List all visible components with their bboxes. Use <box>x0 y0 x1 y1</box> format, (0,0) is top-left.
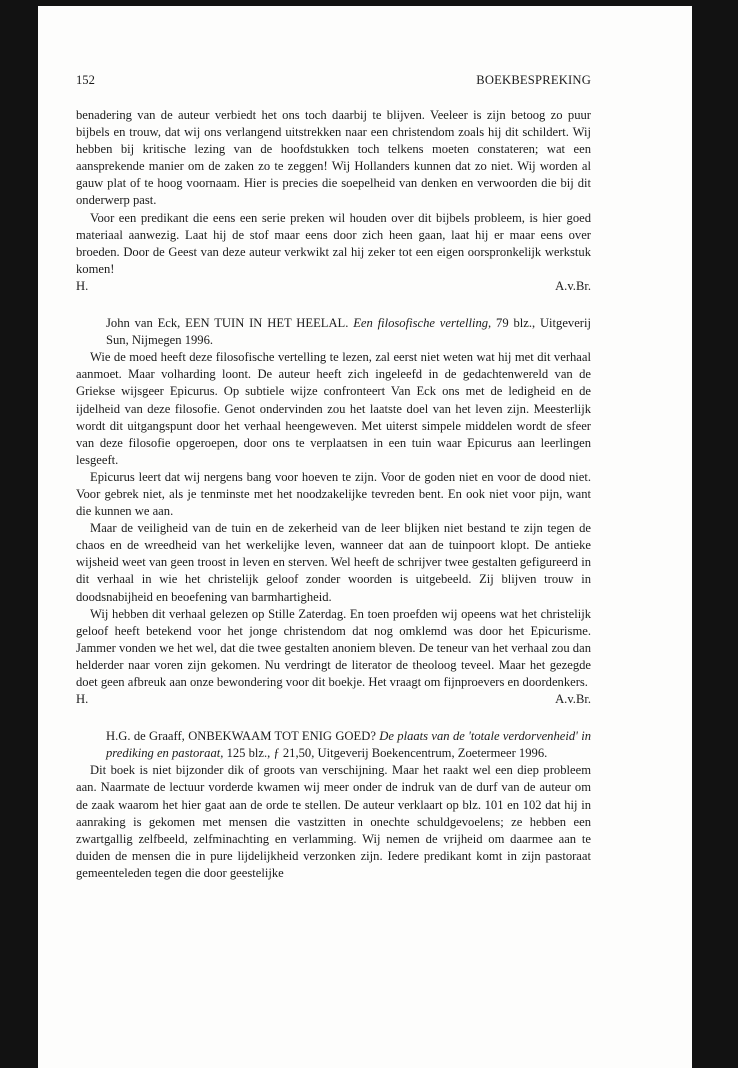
signature-line <box>76 691 591 708</box>
book-subtitle: Een filosofische vertelling, <box>353 316 492 331</box>
bibliographic-entry <box>76 728 591 762</box>
book-author: H.G. de Graaff, <box>106 729 189 744</box>
paragraph: Dit boek is niet bijzonder dik of groots van verschijning. Maar het raakt wel een diep probleem aan. Naarmate de lectuur vorderde kwamen wij meer onder de indruk van de durf van de auteur om de zaak waarom het hier gaat aan de orde te stellen. De auteur verklaart op blz. 101 en 102 dat hij in aanraking is gekomen met mensen die vastzitten in onechte schuldgevoelens; ze hebben een zwartgallig zelfbeeld, zelfminachting en verlamming. Wij nemen de vrijheid om daarmee aan te duiden de mensen die in pure lijdelijkheid verzonken zijn. Iedere predikant komt in zijn pastoraat gemeenteleden tegen die door geestelijke <box>76 763 591 880</box>
reviewer-signature: A.v.Br. <box>555 692 591 707</box>
page-number: 152 <box>76 73 95 87</box>
book-title: EEN TUIN IN HET HEELAL. <box>185 316 354 331</box>
bibliographic-entry <box>76 315 591 349</box>
review-eck <box>76 315 591 708</box>
paragraph: Maar de veiligheid van de tuin en de zekerheid van de leer blijken niet bestand te zijn tegen de chaos en de wreedheid van het werkelijke leven, wanneer dat aan de tuinpoort klopt. De antieke wijsheid weet van geen troost in leven en sterven. Wel heeft de schrijver twee gestalten gefigureerd in dit verhaal in wie het christelijk geloof zonder woorden is uitgebeeld. Zij blijven trouw in doodsnabijheid en beoefening van barmhartigheid. <box>76 521 591 604</box>
review-graaff <box>76 728 591 882</box>
section-title: BOEKBESPREKING <box>476 73 591 87</box>
paragraph: benadering van de auteur verbiedt het ons toch daarbij te blijven. Veeleer is zijn betoog zo puur bijbels en trouw, dat wij ons verlangend uitstrekken naar een christendom zoals hij dit schildert. Wij hebben bij kritische lezing van de hoofdstukken toch telkens moeten constateren; wat een aansprekende manier om de zaken zo te zeggen! Wij Hollanders kunnen dat zo niet. Wij worden al gauw plat of te hoog voornaam. Hier is precies die soepelheid van denken en verwoorden die bij dit onderwerp past. <box>76 108 591 208</box>
scan-border <box>692 6 738 1068</box>
paragraph: Epicurus leert dat wij nergens bang voor hoeven te zijn. Voor de goden niet en voor de dood niet. Voor gebrek niet, als je tenminste met het noodzakelijke tevreden bent. En ook niet voor pijn, want die kunnen we aan. <box>76 469 591 519</box>
paragraph: Wie de moed heeft deze filosofische vertelling te lezen, zal eerst niet weten wat hij met dit verhaal aanmoet. Maar volharding loont. De auteur heeft zich ingeleefd in de gedachtenwereld van de Griekse wijsgeer Epicurus. Op subtiele wijze confronteert Van Eck ons met de ledigheid en de ijdelheid van deze filosofie. Genot ondervinden zou het laatste doel van het leven zijn. Meesterlijk wordt dit uitgangspunt door het verhaal heengeweven. Met uiterst simpele middelen wordt de sfeer van deze filosofie opgeroepen, door ons te verplaatsen in een tuin waar Epicurus aan leerlingen lesgeeft. <box>76 350 591 467</box>
book-author: John van Eck, <box>106 316 186 331</box>
reviewer-signature: A.v.Br. <box>555 278 591 293</box>
signature-line <box>76 278 591 295</box>
signature-initial: H. <box>76 278 89 293</box>
book-subtitle: De plaats van de 'totale verdorvenheid' in prediking en pastoraat, <box>106 729 591 761</box>
signature-initial: H. <box>76 692 89 707</box>
paragraph: Voor een predikant die eens een serie preken wil houden over dit bijbels probleem, is hier goed materiaal aanwezig. Laat hij de stof maar eens door zich heen gaan, laat hij er maar eens over broeden. Door de Geest van deze auteur verkwikt zal hij zeker tot een eigen oorspronkelijk werkstuk komen! <box>76 210 591 276</box>
paragraph: Wij hebben dit verhaal gelezen op Stille Zaterdag. En toen proefden wij opeens wat het christelijk geloof heeft betekend voor het jonge christendom dat nog omklemd was door het Epicurisme. Jammer vonden we het wel, dat die twee gestalten anoniem bleven. De teneur van het verhaal zou dan helderder naar voren zijn gekomen. Nu verdringt de literator de theoloog teveel. Maar het gezegde doet geen afbreuk aan onze bewondering voor dit boekje. Het vraagt om fijnproevers en doordenkers. <box>76 606 591 689</box>
book-title: ONBEKWAAM TOT ENIG GOED? <box>188 729 380 744</box>
book-details: 125 blz., ƒ 21,50, Uitgeverij Boekencentrum, Zoetermeer 1996. <box>223 746 548 761</box>
running-header <box>76 72 591 89</box>
text-column <box>76 72 591 882</box>
book-details: 79 blz., Uitgeverij Sun, Nijmegen 1996. <box>106 316 591 348</box>
